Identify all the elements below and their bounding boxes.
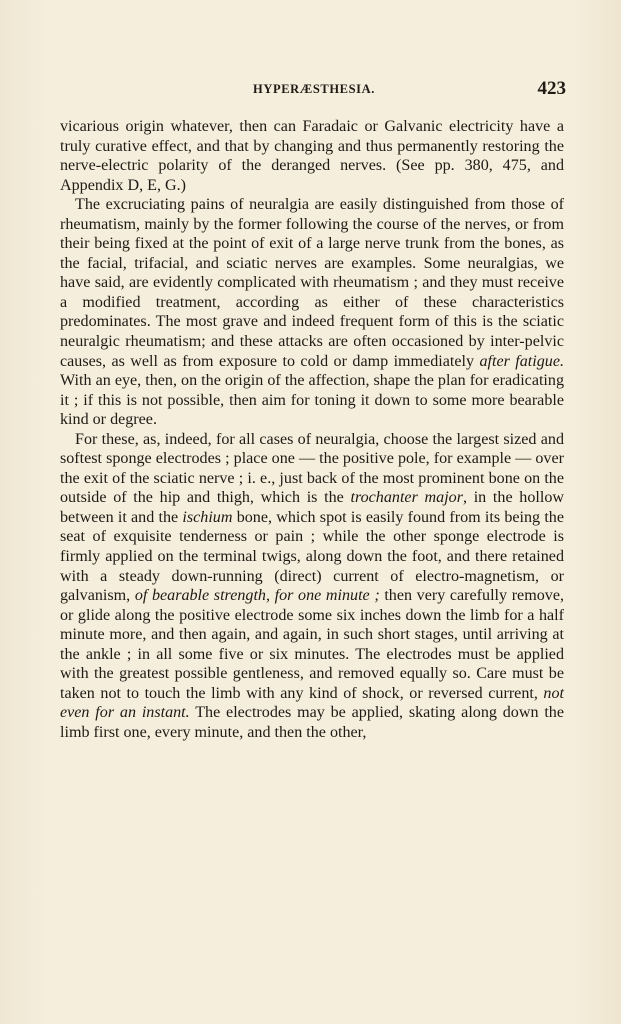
italic-run: trochanter major <box>350 489 463 507</box>
running-head: HYPERÆSTHESIA. <box>253 82 375 96</box>
text-run: For these, as, indeed, for all cases of neuralgia, choose the largest sized and softest sponge electrodes ; place one — the positive pole, for example — over the exit of the sciatic nerve ; i. e., just back of the most prominent bone on the outside of the hip and thigh, which is the <box>60 430 564 507</box>
page-header <box>60 78 568 102</box>
italic-run: of bearable strength, for one minute ; <box>134 587 380 605</box>
text-run: The electrodes may be applied, skating along down the limb first one, every minute, and then the other, <box>60 704 565 741</box>
text-run: vicarious origin whatever, then can Faradaic or Galvanic electricity have a truly curative effect, and that by changing and thus permanently restoring the nerve-electric polarity of the deranged nerves. (See pp. 380, 475, and Appendix D, E, G.) <box>60 118 564 194</box>
italic-run: ischium <box>182 508 233 526</box>
text-run: bone, which spot is easily found from its being the seat of exquisite tenderness or pain ; while the other sponge electrode is firmly applied on the terminal twigs, along down the foot, and there retained with a steady down-running (direct) current of electro-magnetism, or galvanism, <box>60 508 564 605</box>
paragraph-1 <box>60 117 564 195</box>
italic-run: not even for an instant. <box>60 684 564 722</box>
paragraph-2 <box>60 195 564 430</box>
text-run: , in the hollow between it and the <box>60 489 564 526</box>
text-run: The excruciating pains of neuralgia are easily distinguished from those of rheumatism, mainly by the former following the course of the nerves, or from their being fixed at the point of exit of a large nerve trunk from the bones, as the facial, trifacial, and sciatic nerves are examples. Some neuralgias, we have said, are evidently complicated with rheumatism ; and they must receive a modified treatment, according as either of these characteristics predominates. The most grave and indeed frequent form of this is the sciatic neuralgic rheumatism; and these attacks are often occasioned by inter-pelvic causes, as well as from exposure to cold or damp immediately <box>60 196 564 370</box>
page-number: 423 <box>537 78 566 99</box>
italic-run: after fatigue. <box>479 352 564 370</box>
paragraph-3 <box>60 430 564 743</box>
text-run: With an eye, then, on the origin of the affection, shape the plan for eradicating it ; if this is not possible, then aim for toning it down to some more bearable kind or degree. <box>60 372 564 429</box>
text-run: then very carefully remove, or glide along the positive electrode some six inches down the limb for a half minute more, and then again, and again, in such short stages, until arriving at the ankle ; in all some five or six minutes. The electrodes must be applied with the greatest possible gentleness, and removed equally so. Care must be taken not to touch the limb with any kind of shock, or reversed current, <box>60 587 564 702</box>
body-text <box>60 117 564 743</box>
